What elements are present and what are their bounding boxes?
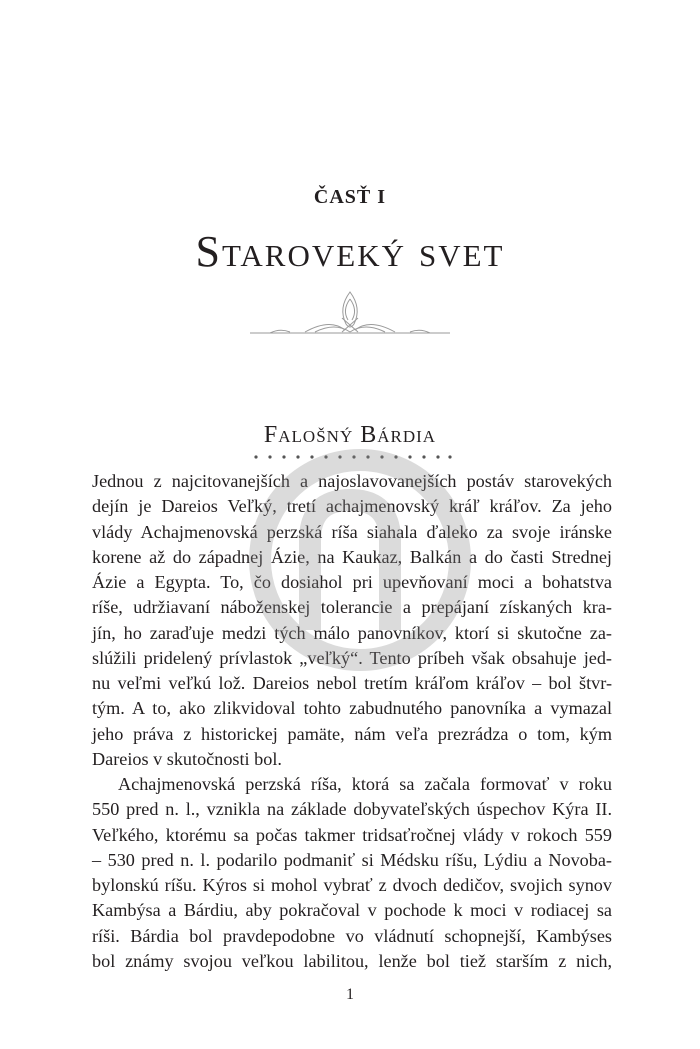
text-line: – 530 pred n. l. podarilo podmaniť si Médsku ríšu, Lýdiu a Novoba- (92, 849, 612, 870)
text-line: korene až do západnej Ázie, na Kaukaz, Balkán a do časti Strednej (92, 546, 612, 567)
text-line: tým. A to, ako zlikvidoval tohto zabudnutého panovníka a vymazal (92, 698, 612, 719)
chapter-title: Staroveký svet (195, 227, 505, 276)
text-line: slúžili pridelený prívlastok „veľký“. Tento príbeh však obsahuje jed- (92, 647, 612, 668)
text-line: jín, ho zaraďuje medzi tých málo panovníkov, ktorí si skutočne za- (92, 622, 612, 643)
text-line: dejín je Dareios Veľký, tretí achajmenovský kráľ kráľov. Za jeho (92, 496, 612, 517)
dotted-divider (253, 452, 453, 462)
text-line: Jednou z najcitovanejších a najoslavovanejších postáv starovekých (92, 471, 612, 491)
section-heading: Falošný Bárdia (263, 422, 437, 448)
text-line: Veľkého, ktorému sa počas takmer tridsaťročnej vlády v rokoch 559 (92, 824, 612, 845)
text-line: Ázie a Egypta. To, čo dosiahol pri upevňovaní moci a bohatstva (92, 572, 612, 592)
text-line: nu veľmi veľkú lož. Dareios nebol tretím kráľom kráľov – bol štvr- (92, 673, 612, 693)
text-line: jeho práva z historickej pamäte, nám veľa prezrádza o tom, kým (92, 723, 612, 744)
text-line: Dareios v skutočnosti bol. (92, 748, 282, 769)
text-line: ríše, udržiavaní náboženskej tolerancie a prepájaní získaných kra- (92, 597, 612, 618)
part-label: ČASŤ I (313, 186, 387, 208)
text-line: Kambýsa a Bárdiu, aby pokračoval v pochode k moci v rodiacej sa (92, 900, 612, 921)
body-text (92, 469, 612, 974)
page-number: 1 (346, 986, 354, 1003)
paragraph (92, 772, 612, 974)
text-line: bol známy svojou veľkou labilitou, lenže bol tiež starším z nich, (92, 950, 612, 971)
paragraph (92, 469, 612, 772)
ornament-divider-icon (250, 290, 450, 335)
text-line: Achajmenovská perzská ríša, ktorá sa začala formovať v roku (118, 774, 612, 794)
text-line: bylonskú ríšu. Kýros si mohol vybrať z dvoch dedičov, svojich synov (92, 875, 612, 895)
text-line: 550 pred n. l., vznikla na základe dobyvateľských úspechov Kýra II. (92, 799, 612, 820)
text-line: ríši. Bárdia bol pravdepodobne vo vládnutí schopnejší, Kambýses (92, 925, 612, 946)
text-line: vlády Achajmenovská perzská ríša siahala ďaleko za svoje iránske (92, 521, 612, 542)
